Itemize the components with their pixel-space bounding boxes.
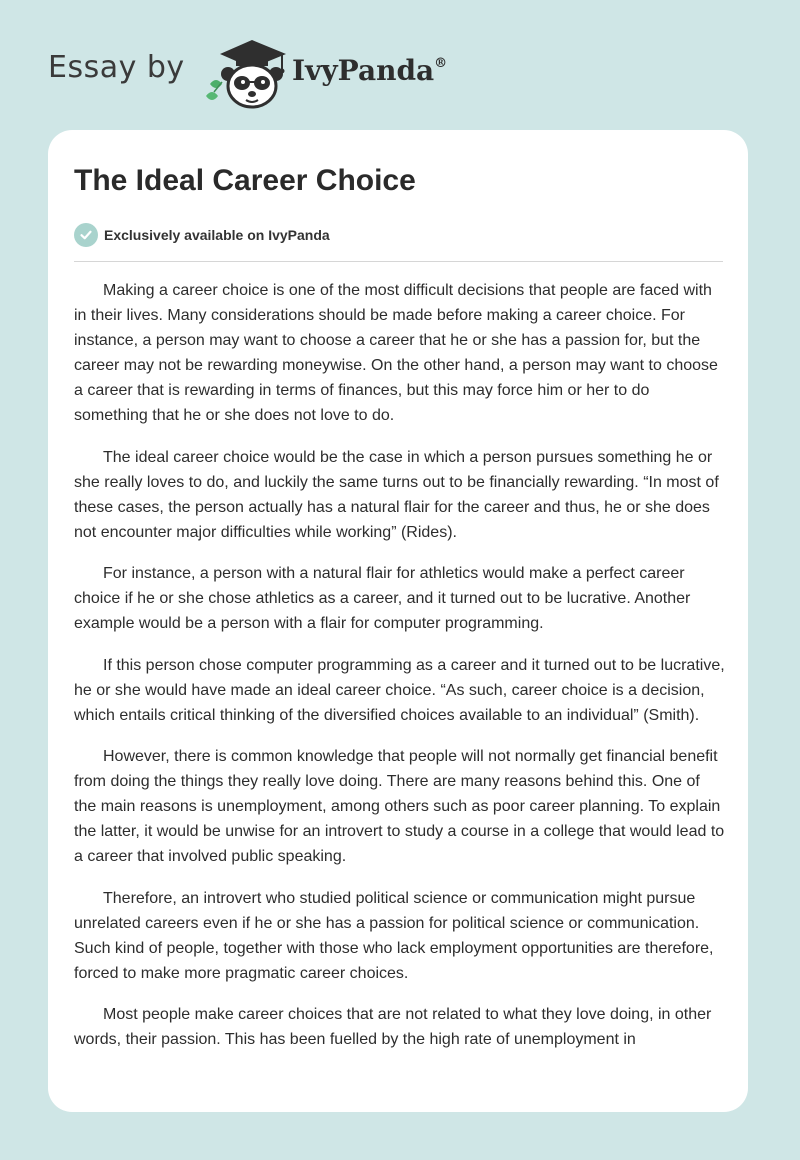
paragraph: For instance, a person with a natural flair for athletics would make a perfect career choice if he or she chose athletics as a career, and it turned out to be lucrative. Another example would be a person with a flair for computer programming. bbox=[74, 565, 691, 632]
check-icon bbox=[74, 223, 98, 247]
exclusive-label: Exclusively available on IvyPanda bbox=[104, 227, 330, 243]
paragraph: Most people make career choices that are not related to what they love doing, in other words, their passion. This has been fuelled by the high rate of unemployment in bbox=[74, 1006, 712, 1048]
page-title: The Ideal Career Choice bbox=[74, 164, 416, 197]
essay-card bbox=[48, 130, 748, 1112]
divider bbox=[74, 261, 723, 262]
essay-body bbox=[74, 278, 726, 1069]
paragraph: However, there is common knowledge that people will not normally get financial benefit from doing the things they really love doing. There are many reasons behind this. One of the main reasons is unemployment, among others such as poor career planning. To explain the latter, it would be unwise for an introvert to study a course in a college that would lead to a career that involved public speaking. bbox=[74, 748, 725, 865]
paragraph: Making a career choice is one of the most difficult decisions that people are faced with in their lives. Many considerations should be made before making a career choice. For instance, a person may want to choose a career that he or she has a passion for, but the career may not be rewarding moneywise. On the other hand, a person may want to choose a career that is rewarding in terms of finances, but this may force him or her to do something that he or she does not love to do. bbox=[74, 282, 718, 424]
panda-logo-icon[interactable] bbox=[202, 36, 292, 110]
site-header bbox=[48, 30, 548, 110]
paragraph: Therefore, an introvert who studied political science or communication might pursue unrelated careers even if he or she has a passion for political science or communication. Such kind of people, together with those who lack employment opportunities are therefore, forced to make more pragmatic career choices. bbox=[74, 889, 714, 982]
registered-mark: ® bbox=[434, 56, 448, 71]
essay-by-label: Essay by bbox=[48, 50, 185, 85]
brand-text: IvyPanda bbox=[292, 54, 435, 87]
brand-name[interactable] bbox=[292, 54, 447, 87]
paragraph: The ideal career choice would be the case in which a person pursues something he or she really loves to do, and luckily the same turns out to be financially rewarding. “In most of these cases, the person actually has a natural flair for the career and thus, he or she does not encounter major difficulties while working” (Rides). bbox=[74, 448, 719, 541]
paragraph: If this person chose computer programming as a career and it turned out to be lucrative, he or she would have made an ideal career choice. “As such, career choice is a decision, which entails critical thinking of the diversified choices available to an individual” (Smith). bbox=[74, 656, 725, 724]
exclusive-badge bbox=[74, 222, 330, 248]
